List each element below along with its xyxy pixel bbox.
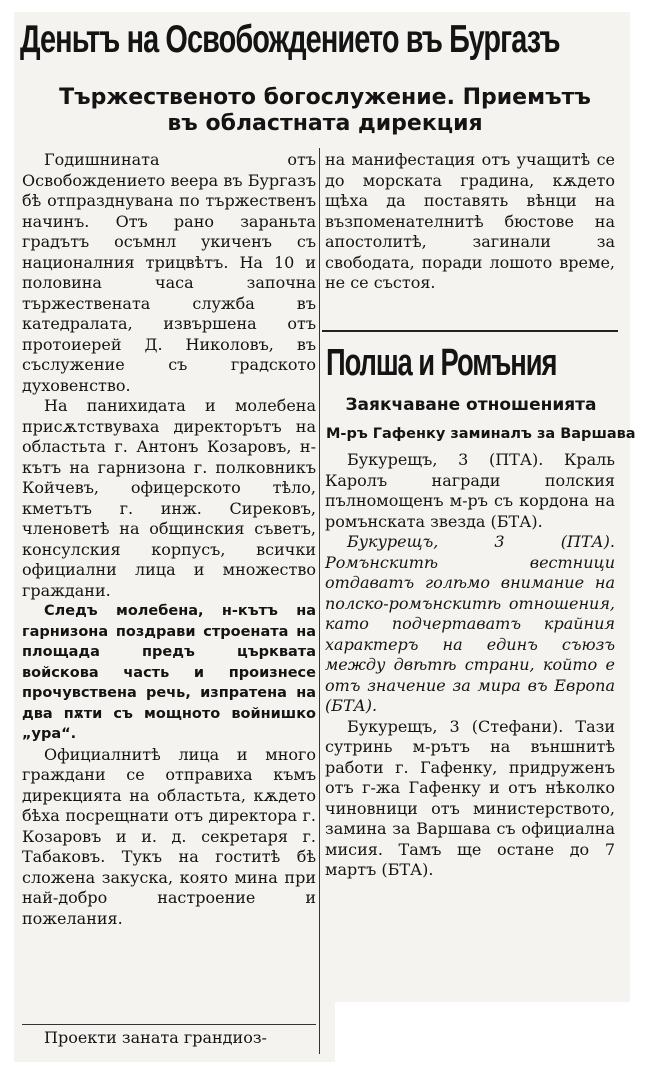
article-paragraph-italic: Букурещъ, 3 (ПТА). Ромънскитѣ вестници отдаватъ голѣмо внимание на полско-ромънскитѣ отношения, като подчертаватъ крайния характеръ на единъ съюзъ между двѣтѣ страни, който е отъ значение за мира въ Европа (БТА). [325,532,615,715]
article-paragraph: Букурещъ, 3 (Стефани). Тази сутринь м-рътъ на външнитѣ работи г. Гафенку, придруженъ отъ г-жа Гафенку и отъ нѣколко чиновници отъ министерството, замина за Варшава съ официална мисия. Тамъ ще остане до 7 мартъ (БТА). [325,716,615,879]
clipping-cut-corner [335,1002,635,1082]
left-column-bottom-rule [22,1024,316,1025]
article-paragraph: На панихидата и молебена присѫтствуваха директорътъ на областьта г. Антонъ Козаровъ, н-кътъ на гарнизона г. полковникъ Койчевъ, офицерското тѣло, кметътъ г. инж. Сирековъ, членоветѣ на общинския съветъ, консулския корпусъ, всички официални лица и множество граждани. [22,396,316,600]
article-paragraph: Годишнината отъ Освобождението веера въ Бургазъ бѣ отпразднувана по тържественъ начинъ. Отъ рано зараньта градътъ осъмнл укиченъ съ националния трицвѣтъ. На 10 и половина часа започна тържествената служба въ катедралата, извършена отъ протоиерей Д. Николовъ, въ съслужение съ градското духовенство. [22,150,316,395]
column-divider [319,148,320,1054]
right-column-continuation [325,150,615,294]
second-article-body [325,450,615,881]
left-column [22,150,316,929]
second-article-headline: Полша и Ромъния [326,342,557,384]
article-continuation-paragraph: на манифестация отъ учащитѣ се до морската градина, кѫдето щѣха да поставять вѣнци на възпоменателнитѣ бюстове на апостолитѣ, загинали за свободата, поради лошото време, не се състоя. [325,150,615,292]
article-paragraph: Букурещъ, 3 (ПТА). Краль Каролъ награди полския пълномощенъ м-ръ съ кордона на ромънската звезда (БТА). [325,450,615,531]
second-article-subheadline: Заякчаване отношенията [345,395,597,415]
second-article-subheadline-2: М-ръ Гафенку заминалъ за Варшава [326,426,636,442]
article-headline: Деньтъ на Освобождението въ Бургазъ [20,18,560,61]
article-continued-line: Проекти занатa грандиоз- [44,1028,267,1047]
article-subheadline-line1: Тържественото богослужение. Приемътъ [59,85,591,110]
article-paragraph: Официалнитѣ лица и много граждани се отправиха къмъ дирекцията на областьта, кѫдето бѣха посрещнати отъ директора г. Козаровъ и и. д. секретаря г. Табаковъ. Тукъ на гоститѣ бѣ сложена закуска, която мина при най-добро настроение и пожелания. [22,744,316,928]
article-paragraph-bold: Следъ молебена, н-кътъ на гарнизона поздрави строената на площада предъ църквата войскова часть и произнесе прочувствена речь, изпратена на два пѫти съ мощното войнишко „ура“. [22,603,316,742]
article-separator-rule [322,330,618,332]
article-subheadline-line2: въ областната дирекция [167,111,483,136]
